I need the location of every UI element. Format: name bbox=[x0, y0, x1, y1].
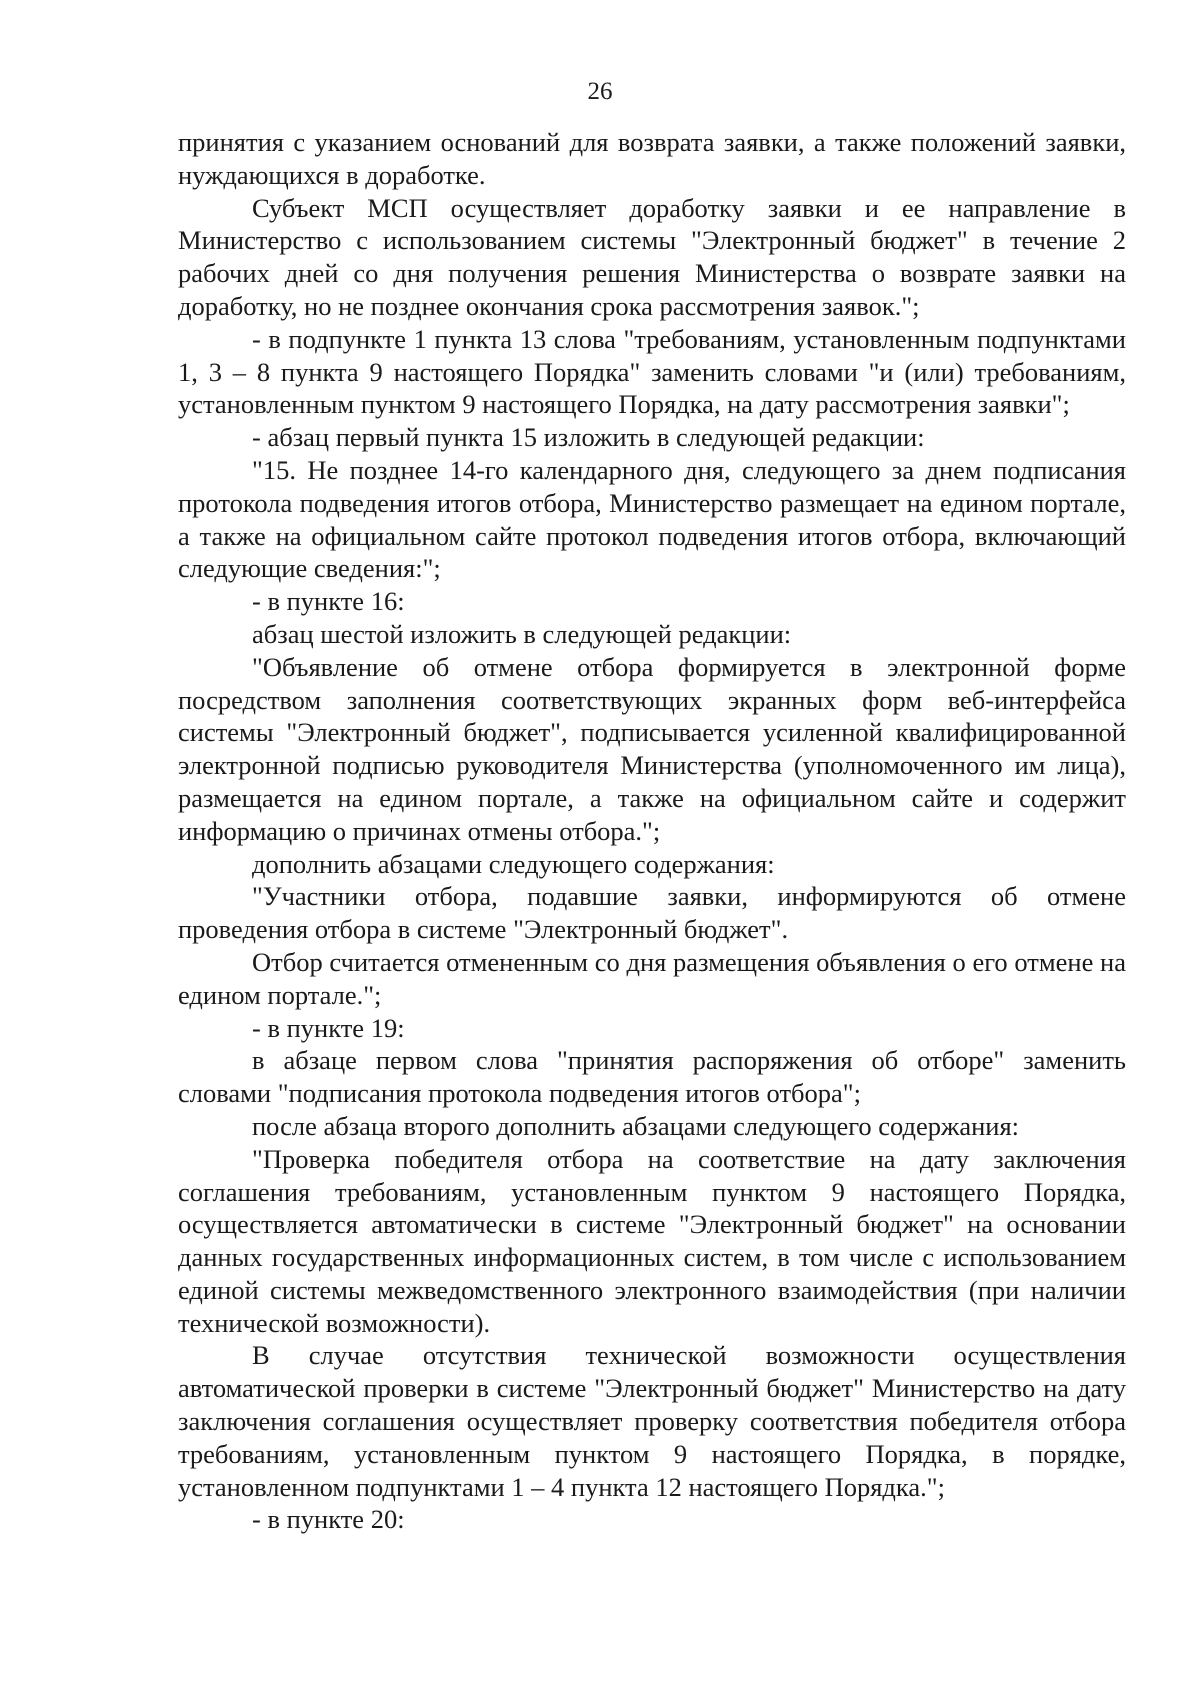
paragraph-5: "15. Не позднее 14-го календарного дня, следующего за днем подписания протокола подведения итогов отбора, Министерство размещает на едином портале, а также на официальном сайте протокол подведения итогов отбора, включающий следующие сведения:"; bbox=[178, 454, 1126, 584]
paragraph-13: в абзаце первом слова "принятия распоряжения об отборе" заменить словами "подписания протокола подведения итогов отбора"; bbox=[178, 1045, 1126, 1109]
paragraph-9: дополнить абзацами следующего содержания: bbox=[252, 848, 775, 879]
paragraph-7: абзац шестой изложить в следующей редакции: bbox=[252, 618, 792, 649]
paragraph-10: "Участники отбора, подавшие заявки, информируются об отмене проведения отбора в системе "Электронный бюджет". bbox=[178, 881, 1126, 945]
paragraph-4: - абзац первый пункта 15 изложить в следующей редакции: bbox=[252, 422, 925, 453]
paragraph-12: - в пункте 19: bbox=[252, 1012, 405, 1043]
page-number: 26 bbox=[587, 78, 613, 105]
paragraph-11: Отбор считается отмененным со дня размещения объявления о его отмене на едином портале."; bbox=[178, 946, 1126, 1010]
paragraph-8: "Объявление об отмене отбора формируется в электронной форме посредством заполнения соответствующих экранных форм веб-интерфейса системы "Электронный бюджет", подписывается усиленной квалифицированной электронной подписью руководителя Министерства (уполномоченного им лица), размещается на едином портале, а также на официальном сайте и содержит информацию о причинах отмены отбора."; bbox=[178, 651, 1126, 846]
document-body bbox=[178, 126, 1126, 1536]
paragraph-16: В случае отсутствия технической возможности осуществления автоматической проверки в системе "Электронный бюджет" Министерство на дату заключения соглашения осуществляет проверку соответствия победителя отбора требованиям, установленным пунктом 9 настоящего Порядка, в порядке, установленном подпунктами 1 – 4 пункта 12 настоящего Порядка."; bbox=[178, 1340, 1126, 1502]
paragraph-17: - в пункте 20: bbox=[252, 1504, 405, 1535]
paragraph-3: - в подпункте 1 пункта 13 слова "требованиям, установленным подпунктами 1, 3 – 8 пункта 9 настоящего Порядка" заменить словами "и (или) требованиям, установленным пунктом 9 настоящего Порядка, на дату рассмотрения заявки"; bbox=[178, 323, 1126, 420]
paragraph-6: - в пункте 16: bbox=[252, 586, 405, 617]
paragraph-2: Субъект МСП осуществляет доработку заявки и ее направление в Министерство с использованием системы "Электронный бюджет" в течение 2 рабочих дней со дня получения решения Министерства о возврате заявки на доработку, но не позднее окончания срока рассмотрения заявок."; bbox=[178, 192, 1126, 321]
paragraph-15: "Проверка победителя отбора на соответствие на дату заключения соглашения требованиям, установленным пунктом 9 настоящего Порядка, осуществляется автоматически в системе "Электронный бюджет" на основании данных государственных информационных систем, в том числе с использованием единой системы межведомственного электронного взаимодействия (при наличии технической возможности). bbox=[178, 1143, 1126, 1338]
paragraph-14: после абзаца второго дополнить абзацами следующего содержания: bbox=[252, 1110, 1020, 1141]
paragraph-1: принятия с указанием оснований для возврата заявки, а также положений заявки, нуждающихся в доработке. bbox=[178, 127, 1126, 190]
